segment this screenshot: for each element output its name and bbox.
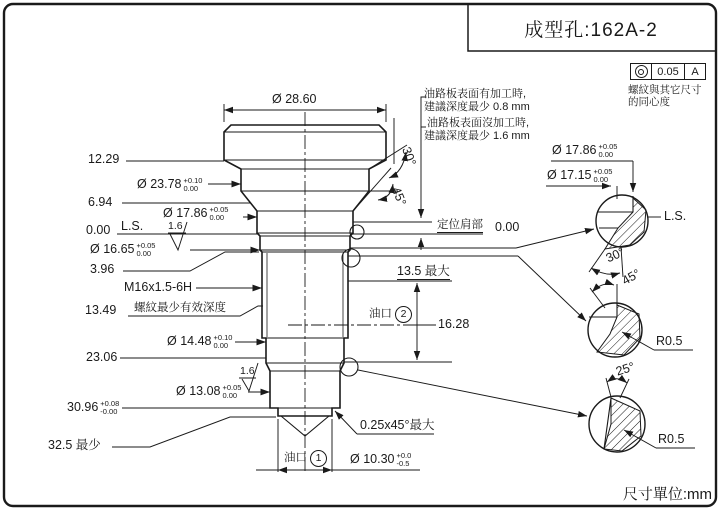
- dim-dia-17-86: Ø 17.86 +0.05 0.00: [163, 205, 229, 222]
- fcf-note-line2: 的同心度: [628, 96, 670, 108]
- fcf-note-line1: 螺紋與其它尺寸: [628, 84, 702, 96]
- dim-height-3-96: 3.96: [90, 262, 115, 276]
- detail-radius-r05-bottom: R0.5: [658, 432, 685, 446]
- concentricity-icon: [630, 63, 651, 80]
- dim-dia-16-65: Ø 16.65 +0.05 0.00: [90, 241, 156, 258]
- fcf-tolerance: 0.05: [651, 63, 685, 80]
- dim-dia-23-78: Ø 23.78 +0.10 0.00: [137, 176, 203, 193]
- note-line4: 建議深度最少 1.6 mm: [424, 130, 530, 142]
- note-line3: 油路板表面沒加工時,: [427, 117, 530, 129]
- dim-top-diameter: Ø 28.60: [272, 92, 317, 106]
- detail-dim-dia-17-86: Ø 17.86 +0.05 0.00: [552, 142, 618, 159]
- detail-angle-45: 45°: [619, 266, 643, 288]
- note-line1: 油路板表面有加工時,: [424, 88, 527, 100]
- detail-radius-r05-mid: R0.5: [656, 334, 683, 348]
- dim-height-30-96: 30.96 +0.08 -0.00: [67, 399, 120, 416]
- dim-16-28: 16.28: [438, 317, 470, 331]
- detail-ls-label: L.S.: [664, 209, 687, 223]
- dim-dia-14-48: Ø 14.48 +0.10 0.00: [167, 333, 233, 350]
- dim-thread-spec: M16x1.5-6H: [124, 280, 193, 294]
- dim-height-0-right: 0.00: [495, 220, 520, 234]
- units-note: 尺寸單位:mm: [622, 486, 712, 503]
- datum-ls-label: L.S.: [121, 219, 144, 233]
- fcf-datum: A: [685, 63, 706, 80]
- machining-notes: [424, 88, 530, 143]
- roughness-value-1: 1.6: [168, 220, 183, 232]
- port-2-number: 2: [395, 306, 412, 323]
- dim-height-6-94: 6.94: [88, 195, 113, 209]
- chamfer-note: 0.25x45°最大: [360, 418, 435, 432]
- oil-port-2-label: 油口 2: [369, 306, 412, 323]
- dim-height-0: 0.00: [86, 223, 111, 237]
- port-1-number: 1: [310, 450, 327, 467]
- dim-chamfer-45: 45°: [388, 184, 410, 208]
- dim-chamfer-30: 30°: [399, 145, 419, 168]
- feature-control-frame: [630, 63, 706, 80]
- thread-depth-note: 螺紋最少有效深度: [134, 302, 226, 314]
- dim-height-12-29: 12.29: [88, 152, 120, 166]
- detail-dim-dia-17-15: Ø 17.15 +0.05 0.00: [547, 167, 613, 184]
- oil-port-1-label: 油口 1: [284, 450, 327, 467]
- title-block: [468, 6, 714, 51]
- fcf-note: [628, 84, 702, 108]
- dim-height-13-49: 13.49: [85, 303, 117, 317]
- dim-depth-32-5-min: 32.5 最少: [48, 438, 101, 452]
- note-line2: 建議深度最少 0.8 mm: [424, 101, 530, 113]
- detail-angle-30: 30°: [603, 244, 627, 266]
- detail-angle-25: 25°: [614, 359, 637, 379]
- roughness-value-2: 1.6: [240, 365, 255, 377]
- dim-dia-13-08: Ø 13.08 +0.05 0.00: [176, 383, 242, 400]
- dim-13-5-max: 13.5 最大: [397, 265, 450, 280]
- dim-height-23-06: 23.06: [86, 350, 118, 364]
- drawing-title: 成型孔:162A-2: [524, 20, 658, 41]
- shoulder-label: 定位肩部: [437, 219, 483, 233]
- dim-dia-10-30: Ø 10.30 +0.0 -0.5: [350, 451, 412, 468]
